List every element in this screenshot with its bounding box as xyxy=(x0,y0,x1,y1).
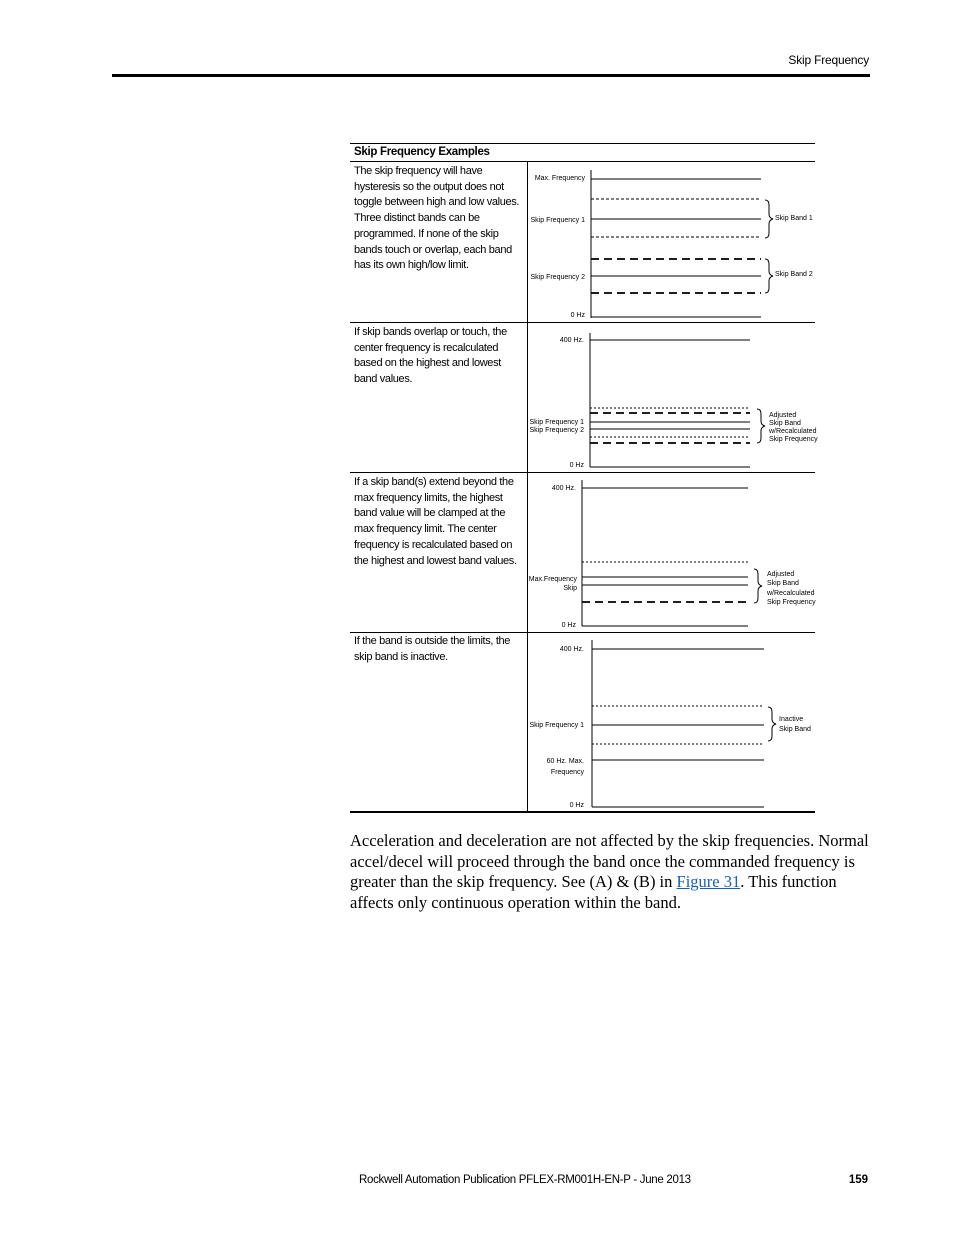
row3-band-line2: Skip Band xyxy=(767,580,799,587)
row3-diagram xyxy=(528,473,818,632)
row4-label-60hz-a: 60 Hz. Max. xyxy=(546,758,584,765)
row2-band-line2: Skip Band xyxy=(769,420,801,427)
row2-description: If skip bands overlap or touch, the center frequency is recalculated based on the highest and lowest band values. xyxy=(354,326,507,386)
row2-label-skip1: Skip Frequency 1 xyxy=(529,419,584,426)
row2-label-top: 400 Hz. xyxy=(559,337,584,344)
row1-label-skip1: Skip Frequency 1 xyxy=(530,217,585,224)
row2-band-line4: Skip Frequency xyxy=(769,436,818,443)
row4-band-line1: Inactive xyxy=(779,716,804,723)
table-bottom-rule xyxy=(350,811,815,813)
row1-label-skip2: Skip Frequency 2 xyxy=(530,274,585,281)
row3-band-line4: Skip Frequency xyxy=(767,599,816,606)
row2-label-zero: 0 Hz xyxy=(569,462,584,469)
row1-label-zero: 0 Hz xyxy=(570,312,585,319)
row3-description: If a skip band(s) extend beyond the max frequency limits, the highest band value will be clamped at the max frequency limit. The center frequency is recalculated based on the highest and lowest band values. xyxy=(354,476,517,567)
row3-label-zero: 0 Hz xyxy=(561,622,576,629)
table-top-rule xyxy=(350,143,815,144)
row4-band-line2: Skip Band xyxy=(779,726,811,733)
row1-diagram xyxy=(528,162,818,322)
row3-label-maxfreq: Max.Frequency xyxy=(528,576,577,583)
running-header: Skip Frequency xyxy=(788,53,869,67)
row4-label-zero: 0 Hz xyxy=(569,802,584,809)
row1-description: The skip frequency will have hysteresis so the output does not toggle between high and low values. Three distinct bands can be programmed. If none of the skip bands touch or overlap, each band has its own high/low limit. xyxy=(354,165,520,272)
row2-band-line1: Adjusted xyxy=(769,412,797,419)
footer-publication: Rockwell Automation Publication PFLEX-RM001H-EN-P - June 2013 xyxy=(359,1174,691,1186)
body-text-after-link: . This function affects only continuous operation within the band. xyxy=(350,872,837,912)
row2-label-skip2: Skip Frequency 2 xyxy=(529,427,584,434)
row1-label-max: Max. Frequency xyxy=(534,175,585,182)
row2-band-line3: w/Recalculated xyxy=(769,428,817,435)
row3-label-skip: Skip xyxy=(563,585,577,592)
body-paragraph xyxy=(350,831,870,913)
row3-label-top: 400 Hz. xyxy=(551,485,576,492)
row3-band-line3: w/Recalculated xyxy=(767,590,815,597)
row1-label-band2: Skip Band 2 xyxy=(775,271,813,278)
row1-label-band1: Skip Band 1 xyxy=(775,215,813,222)
table-heading: Skip Frequency Examples xyxy=(354,146,490,158)
figure-31-link[interactable]: Figure 31 xyxy=(676,872,741,891)
page-number: 159 xyxy=(848,1174,868,1186)
row4-label-60hz-b: Frequency xyxy=(550,769,584,776)
row4-label-top: 400 Hz. xyxy=(559,646,584,653)
row4-diagram xyxy=(528,633,818,811)
row4-description: If the band is outside the limits, the skip band is inactive. xyxy=(354,635,511,663)
row4-label-skip1: Skip Frequency 1 xyxy=(529,722,584,729)
body-text-before-link: Acceleration and deceleration are not affected by the skip frequencies. Normal accel/decel will proceed through the band once the commanded frequency is greater than the skip frequency. See (A) & (B) in xyxy=(350,831,869,891)
row2-diagram xyxy=(528,323,818,472)
header-rule xyxy=(112,74,870,77)
row3-band-line1: Adjusted xyxy=(767,571,795,578)
